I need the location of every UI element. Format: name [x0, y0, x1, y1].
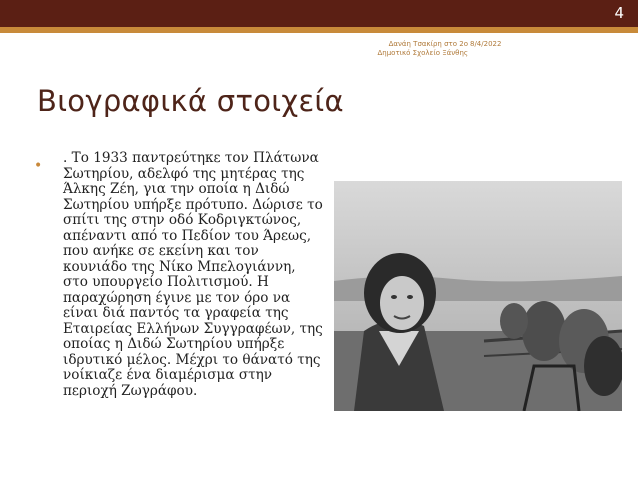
top-bar [0, 0, 638, 27]
top-accent-band [0, 27, 638, 33]
photo-woman-face [380, 276, 424, 330]
header-author: Δανάη Τσακίρη στο 2ο Δημοτικό Σχολείο Ξάνθης [377, 40, 468, 57]
bullet-icon: • [34, 158, 43, 174]
slide-number: 4 [614, 4, 624, 22]
slide-title: Βιογραφικά στοιχεία [37, 84, 344, 118]
photo-passenger [522, 301, 566, 361]
header-date: 8/4/2022 [470, 40, 502, 48]
photo [334, 181, 622, 411]
body-text: . Το 1933 παντρεύτηκε τον Πλάτωνα Σωτηρίου, αδελφό της μητέρας της Άλκης Ζέη, για την οποία η Διδώ Σωτηρίου υπήρξε πρότυπο. Δώρισε το σπίτι της στην οδό Κοδριγκτώνος, απέναντι από το Πεδίον του Άρεως, που ανήκε σε εκείνη και τον κουνιάδο της Νίκο Μπελογιάννη, στο υπουργείο Πολιτισμού. Η παραχώρηση έγινε με τον όρο να είναι διά παντός τα γραφεία της Εταιρείας Ελλήνων Συγγραφέων, της οποίας η Διδώ Σωτηρίου υπήρξε ιδρυτικό μέλος. Μέχρι το θάνατό της νοίκιαζε ένα διαμέρισμα στην περιοχή Ζωγράφου. [63, 150, 323, 399]
